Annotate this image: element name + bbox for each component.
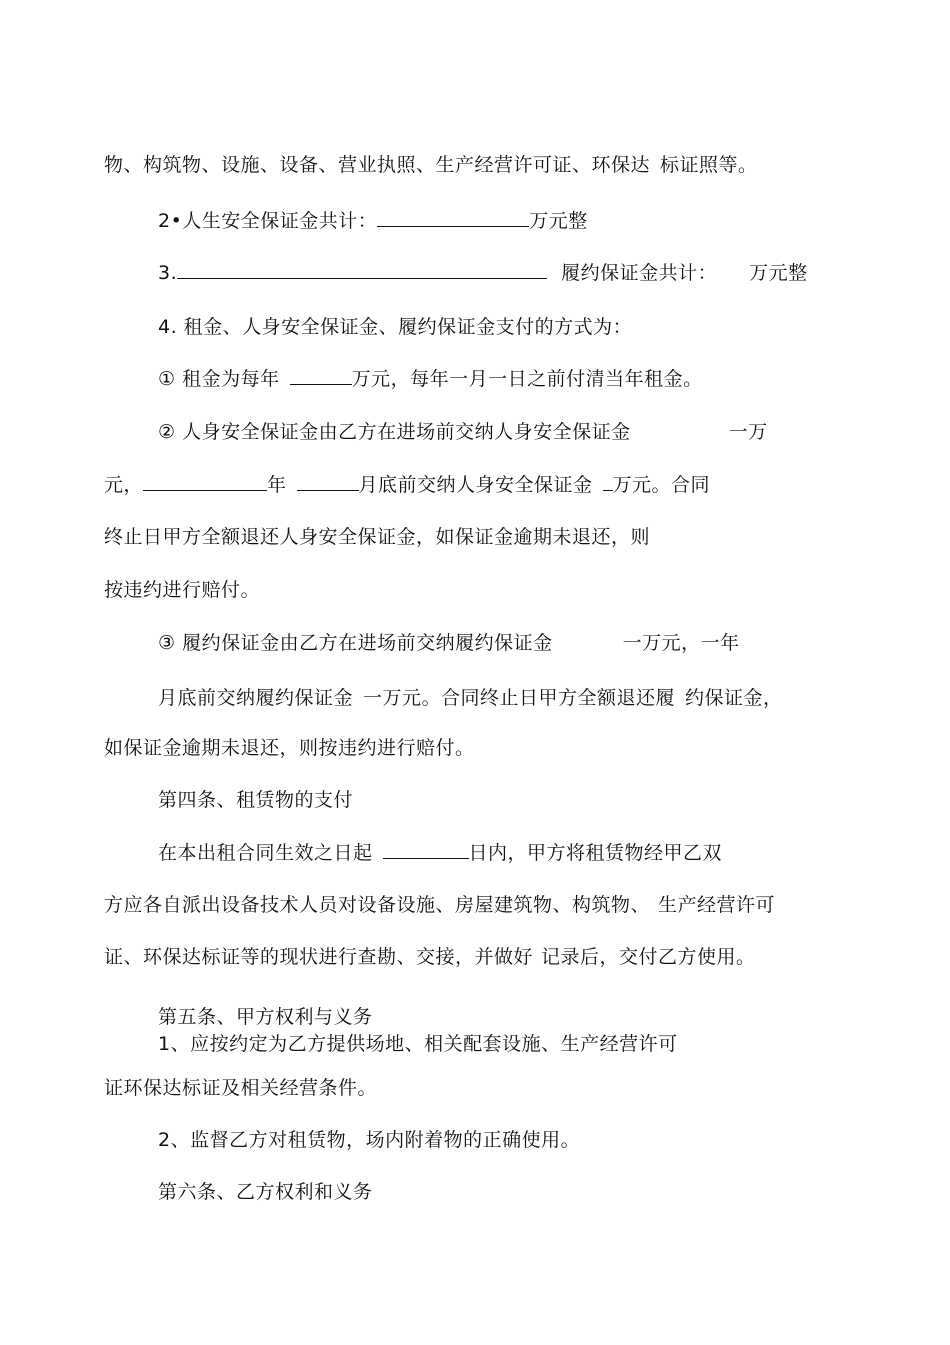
text-line (158, 686, 783, 710)
line-text: 2•人生安全保证金共计： (158, 210, 378, 232)
line-text: 月底前交纳履约保证金 (158, 687, 354, 709)
line-text: 约保证金， (685, 687, 783, 709)
line-text: ② 人身安全保证金由乙方在进场前交纳人身安全保证金 (158, 421, 631, 443)
line-text: 第六条、乙方权利和义务 (158, 1181, 373, 1203)
line-text: 物、构筑物、设施、设备、营业执照、生产经营许可证、环保达 (104, 154, 651, 176)
text-line (104, 736, 475, 760)
text-line (104, 525, 650, 549)
line-text: ③ 履约保证金由乙方在进场前交纳履约保证金 (158, 632, 553, 654)
fill-in-blank (383, 841, 469, 859)
line-text: 证、环保达标证等的现状进行查勘、交接，并做好 (104, 946, 534, 968)
line-text: 一万 (728, 421, 768, 443)
line-text: 第四条、租赁物的支付 (158, 789, 354, 811)
line-text: 2、监督乙方对租赁物，场内附着物的正确使用。 (158, 1129, 581, 1151)
line-text: 4. 租金、人身安全保证金、履约保证金支付的方式为： (158, 316, 633, 338)
text-line (158, 631, 740, 655)
line-text: 日内，甲方将租赁物经甲乙双 (468, 842, 723, 864)
line-text: 在本出租合同生效之日起 (158, 842, 373, 864)
text-line (158, 1032, 678, 1056)
fill-in-blank (290, 367, 352, 385)
text-line (158, 788, 353, 812)
line-text: 1、应按约定为乙方提供场地、相关配套设施、生产经营许可 (158, 1033, 678, 1055)
line-text: 按违约进行赔付。 (104, 579, 261, 601)
line-text: 一万元。合同终止日甲方全额退还履 (363, 687, 676, 709)
text-line (158, 1128, 580, 1152)
line-text: 元， (104, 474, 144, 496)
line-text: 如保证金逾期未退还，则按违约进行赔付。 (104, 737, 475, 759)
line-text: 一万元，一年 (622, 632, 740, 654)
line-text: 生产经营许可 (658, 894, 776, 916)
fill-in-blank (297, 473, 359, 491)
fill-in-blank (603, 473, 613, 491)
line-text: 万元。合同 (612, 474, 711, 496)
text-line (104, 473, 710, 497)
text-line (158, 209, 588, 233)
line-text: 终止日甲方全额退还人身安全保证金，如保证金逾期未退还，则 (104, 526, 651, 548)
line-text: 万元整 (749, 262, 808, 284)
fill-in-blank (143, 473, 267, 491)
line-text: 万元整 (529, 210, 588, 232)
text-line (158, 420, 768, 444)
text-line (158, 261, 808, 285)
line-text: 3. (158, 262, 178, 284)
text-line (158, 367, 703, 391)
fill-in-blank (177, 261, 547, 279)
section-heading (158, 1180, 373, 1204)
line-text: 年 (267, 474, 287, 496)
text-line (158, 315, 632, 339)
line-text: 证环保达标证及相关经营条件。 (104, 1077, 378, 1099)
section-heading (158, 1005, 373, 1029)
line-text: 履约保证金共计： (561, 262, 718, 284)
text-line (104, 893, 775, 917)
line-text: 月底前交纳人身安全保证金 (358, 474, 593, 496)
text-line (104, 945, 756, 969)
line-text: 方应各自派出设备技术人员对设备设施、房屋建筑物、构筑物、 (104, 894, 651, 916)
line-text: 万元，每年一月一日之前付清当年租金。 (351, 368, 703, 390)
text-line (104, 578, 260, 602)
text-line (158, 841, 722, 865)
line-text: 第五条、甲方权利与义务 (158, 1006, 373, 1028)
text-line (104, 1076, 377, 1100)
text-line (104, 153, 758, 177)
fill-in-blank (377, 209, 529, 227)
line-text: 标证照等。 (660, 154, 758, 176)
line-text: 记录后，交付乙方使用。 (541, 946, 756, 968)
line-text: ① 租金为每年 (158, 368, 280, 390)
